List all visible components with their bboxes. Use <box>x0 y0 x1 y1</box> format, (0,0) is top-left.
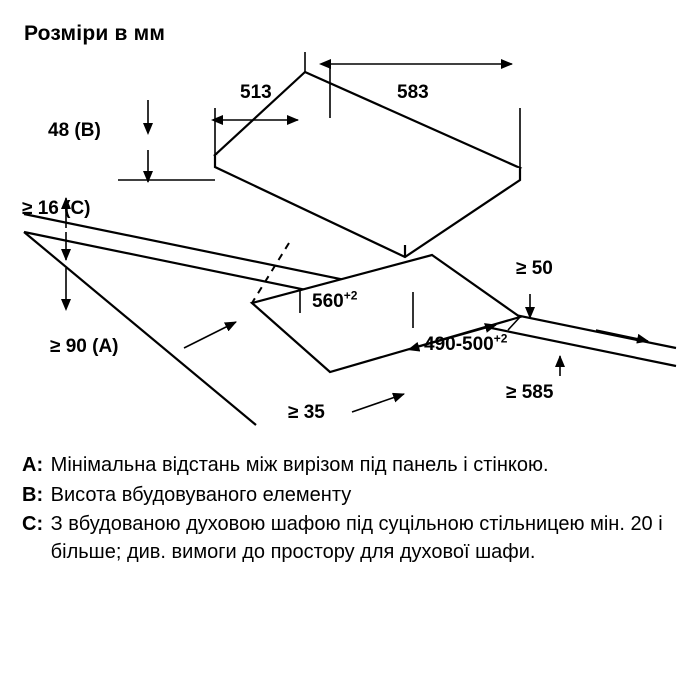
legend-item-c: C : З вбудованою духовою шафою під суцільною стільницею мін. 20 і більше; див. вимоги до простору для духової шафи. <box>22 511 682 566</box>
legend <box>22 452 682 568</box>
legend-item-a: A : Мінімальна відстань між вирізом під панель і стінкою. <box>22 452 682 480</box>
dim-label-560: $560^{+2}$ <box>312 288 358 312</box>
dim-label-50: ≥ 50 <box>516 258 553 279</box>
dim-label-35: ≥ 35 <box>288 402 325 423</box>
page-title: Розміри в мм <box>24 22 166 45</box>
dim-front-clearance <box>352 394 404 412</box>
dim-height-b <box>118 100 215 182</box>
dim-right-clearance <box>530 294 648 341</box>
worktop-underside <box>140 370 640 424</box>
dim-label-48b: 48 (B) <box>48 120 101 141</box>
legend-key-c: C <box>22 513 37 536</box>
dim-label-583: 583 <box>397 82 429 103</box>
legend-text-b: Висота вбудовуваного елементу <box>50 483 352 506</box>
dim-label-513: 513 <box>240 82 272 103</box>
dim-total-depth <box>556 356 560 378</box>
legend-item-b: B : Висота вбудовуваного елементу <box>22 482 682 510</box>
dim-label-490-500: $490-500^{+2}$ <box>424 331 508 355</box>
dim-label-16c: ≥ 16 (C) <box>22 198 91 219</box>
legend-key-b: B <box>22 483 37 506</box>
legend-key-a: A <box>22 454 37 476</box>
dim-label-90a: ≥ 90 (A) <box>50 336 119 357</box>
legend-text-a: Мінімальна відстань між вирізом під панель і стінкою. <box>50 454 549 476</box>
legend-text-c: З вбудованою духовою шафою під суцільною стільницею мін. 20 і більше; див. вимоги до простору для духової шафи. <box>50 513 663 563</box>
dim-label-585: ≥ 585 <box>506 382 554 403</box>
